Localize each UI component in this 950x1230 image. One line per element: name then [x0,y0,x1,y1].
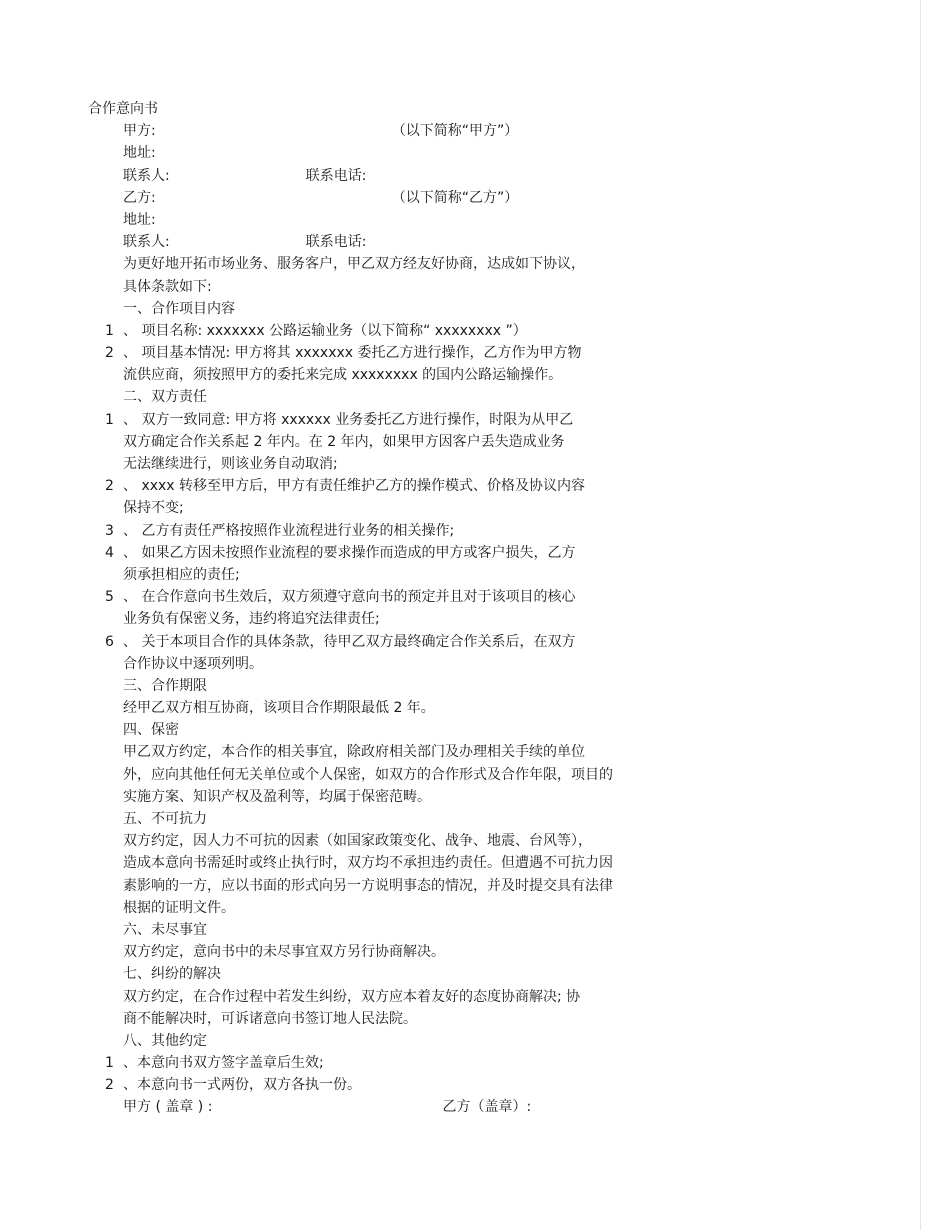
section-heading: 五、不可抗力 [123,811,207,827]
item-text: 、 如果乙方因未按照作业流程的要求操作而造成的甲方或客户损失，乙方 [123,544,576,561]
paragraph-line: 双方约定，意向书中的未尽事宜双方另行协商解决。 [123,944,445,961]
signature-line [88,1096,688,1118]
party-a-label: 甲方: [123,123,156,140]
list-item [88,520,688,542]
item-continuation: 保持不变; [123,500,184,517]
page-edge-divider [920,0,921,1230]
item-number: 4 [105,544,114,561]
item-number: 2 [105,1077,114,1094]
party-a-address: 地址: [123,145,156,162]
item-text: 、本意向书一式两份，双方各执一份。 [123,1077,361,1094]
list-item [88,475,688,497]
item-number: 5 [105,589,114,606]
paragraph-line: 经甲乙双方相互协商，该项目合作期限最低 2 年。 [123,700,435,717]
list-item [88,1052,688,1074]
section-heading: 二、双方责任 [123,389,207,406]
section-heading: 六、未尽事宜 [123,921,207,938]
item-text: 、本意向书双方签字盖章后生效; [123,1055,324,1072]
list-item [88,631,688,653]
section-heading: 四、保密 [123,722,179,739]
paragraph-line: 造成本意向书需延时或终止执行时，双方均不承担违约责任。但遭遇不可抗力因 [123,855,613,872]
party-b-signature-label: 乙方（盖章）: [442,1099,532,1116]
item-text: 、 双方一致同意: 甲方将 xxxxxx 业务委托乙方进行操作，时限为从甲乙 [123,411,574,428]
document-title: 合作意向书 [88,101,158,117]
party-b-phone-label: 联系电话: [305,234,367,251]
paragraph-line: 甲乙双方约定，本合作的相关事宜，除政府相关部门及办理相关手续的单位 [123,744,585,761]
item-text: 、 关于本项目合作的具体条款，待甲乙双方最终确定合作关系后，在双方 [123,633,576,650]
section-heading: 七、纠纷的解决 [123,966,221,983]
section-heading: 一、合作项目内容 [123,300,235,317]
intro-line: 为更好地开拓市场业务、服务客户，甲乙双方经友好协商，达成如下协议， [123,256,585,273]
item-continuation: 业务负有保密义务，违约将追究法律责任; [123,611,380,628]
item-continuation: 流供应商，须按照甲方的委托来完成 xxxxxxxx 的国内公路运输操作。 [123,367,563,384]
item-number: 2 [105,478,114,495]
item-continuation: 双方确定合作关系起 2 年内。在 2 年内，如果甲方因客户丢失造成业务 [123,433,565,450]
item-number: 1 [105,411,114,428]
paragraph-line: 根据的证明文件。 [123,899,235,916]
paragraph-line: 双方约定，在合作过程中若发生纠纷，双方应本着友好的态度协商解决; 协 [123,988,581,1005]
party-b-contact-line [88,231,688,253]
list-item [88,542,688,564]
item-continuation: 合作协议中逐项列明。 [123,655,263,672]
item-text: 、 项目名称: xxxxxxx 公路运输业务（以下简称“ xxxxxxxx ”） [123,322,527,339]
paragraph-line: 双方约定，因人力不可抗的因素（如国家政策变化、战争、地震、台风等）， [123,833,592,850]
party-b-contact-label: 联系人: [123,234,170,251]
party-b-alias: （以下简称“乙方”） [391,189,519,206]
item-number: 6 [105,633,114,650]
party-a-contact-line [88,165,688,187]
item-text: 、 乙方有责任严格按照作业流程进行业务的相关操作; [123,522,455,539]
item-continuation: 须承担相应的责任; [123,566,240,583]
item-text: 、 xxxx 转移至甲方后，甲方有责任维护乙方的操作模式、价格及协议内容 [123,478,586,495]
party-a-alias: （以下简称“甲方”） [391,123,519,140]
party-b-address: 地址: [123,211,156,228]
paragraph-line: 素影响的一方，应以书面的形式向另一方说明事态的情况，并及时提交具有法律 [123,877,613,894]
party-a-signature-label: 甲方 ( 盖章 ) : [123,1099,213,1116]
item-text: 、 在合作意向书生效后，双方须遵守意向书的预定并且对于该项目的核心 [123,589,576,606]
list-item [88,342,688,364]
list-item [88,320,688,342]
paragraph-line: 商不能解决时，可诉诸意向书签订地人民法院。 [123,1010,417,1027]
item-number: 1 [105,322,114,339]
item-continuation: 无法继续进行，则该业务自动取消; [123,456,338,472]
item-text: 、 项目基本情况: 甲方将其 xxxxxxx 委托乙方进行操作，乙方作为甲方物 [123,345,582,362]
party-a-contact-label: 联系人: [123,167,170,184]
section-heading: 八、其他约定 [123,1032,207,1049]
paragraph-line: 实施方案、知识产权及盈利等，均属于保密范畴。 [123,788,431,805]
party-b-label: 乙方: [123,189,156,206]
section-heading: 三、合作期限 [123,677,207,694]
list-item [88,409,688,431]
party-a-phone-label: 联系电话: [305,167,367,184]
paragraph-line: 外，应向其他任何无关单位或个人保密，如双方的合作形式及合作年限，项目的 [123,766,613,783]
item-number: 1 [105,1055,114,1072]
list-item [88,586,688,608]
party-b-line [88,187,688,209]
item-number: 3 [105,522,114,539]
party-a-line [88,120,688,142]
intro-line: 具体条款如下: [123,278,212,295]
agreement-document [88,98,688,1119]
item-number: 2 [105,345,114,362]
list-item [88,1074,688,1096]
